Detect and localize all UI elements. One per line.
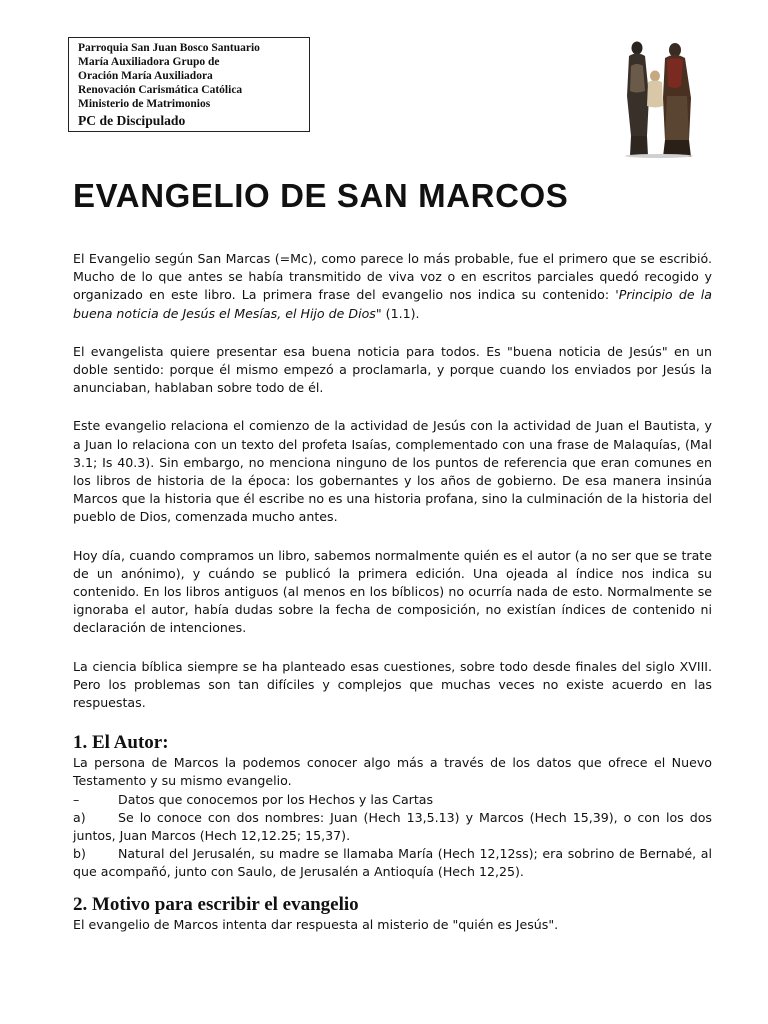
- paragraph-text: El Evangelio según San Marcas (=Mc), como parece lo más probable, fue el primero que se escribió. Mucho de lo que antes se había transmitido de viva voz o en escritos parciales quedó recogido y organizado en este libro. La primera frase del evangelio nos indica su contenido:: [73, 251, 712, 303]
- list-text: Natural del Jerusalén, su madre se llamaba María (Hech 12,12ss); era sobrino de Bernabé, al que acompañó, junto con Saulo, de Jerusalén a Antioquía (Hech 12,25).: [73, 846, 712, 880]
- intro-paragraph-4: Hoy día, cuando compramos un libro, sabemos normalmente quién es el autor (a no ser que se trate de un anónimo), y cuándo se publicó la primera edición. Una ojeada al índice nos indica su contenido. En los libros antiguos (al menos en los bíblicos) no ocurría nada de esto. Normalmente se ignoraba el autor, había dudas sobre la fecha de composición, no existían índices de contenido ni declaración de intenciones.: [73, 547, 712, 636]
- list-text: Datos que conocemos por los Hechos y las Cartas: [118, 791, 434, 807]
- header-line: María Auxiliadora Grupo de: [78, 56, 220, 68]
- list-marker: –: [73, 791, 80, 807]
- intro-paragraph-5: La ciencia bíblica siempre se ha planteado esas cuestiones, sobre todo desde finales del siglo XVIII. Pero los problemas son tan difíciles y complejos que muchas veces no existe acuerdo en las respuestas.: [73, 658, 712, 711]
- parish-header-box: [68, 37, 310, 132]
- gospel-quote: 'Principio de la buena noticia de Jesús el Mesías, el Hijo de Dios: [73, 287, 712, 321]
- list-marker: a): [73, 809, 86, 825]
- header-line: Oración María Auxiliadora: [78, 70, 213, 82]
- header-line: Ministerio de Matrimonios: [78, 98, 211, 110]
- intro-paragraph-2: El evangelista quiere presentar esa buena noticia para todos. Es "buena noticia de Jesús" en un doble sentido: porque él mismo empezó a proclamarla, y porque cuando los enviados por Jesús la anunciaban, hablaban sobre todo de él.: [73, 343, 712, 396]
- intro-paragraph-3: Este evangelio relaciona el comienzo de la actividad de Jesús con la actividad de Juan el Bautista, y a Juan lo relaciona con un texto del profeta Isaías, complementado con una frase de Malaquías, (Mal 3.1; Is 40.3). Sin embargo, no menciona ninguno de los puntos de referencia que eran comunes en los libros de historia de la época: los gobernantes y los años de gobierno. De esa manera insinúa Marcos que la historia que él escribe no es una historia profana, sino la culminación de la historia del pueblo de Dios, comenzada mucho antes.: [73, 418, 712, 525]
- document-title: EVANGELIO DE SAN MARCOS: [73, 177, 569, 214]
- paragraph-text: " (1.1).: [375, 305, 420, 321]
- list-item: [73, 845, 712, 881]
- list-item: [73, 809, 712, 845]
- intro-paragraph-1: [73, 250, 712, 323]
- section-heading-motive: 2. Motivo para escribir el evangelio: [73, 893, 359, 915]
- list-marker: b): [73, 846, 86, 862]
- holy-family-image: [621, 36, 697, 158]
- list-text: Se lo conoce con dos nombres: Juan (Hech 13,5.13) y Marcos (Hech 15,39), o con los dos juntos, Juan Marcos (Hech 12,12.25; 15,37).: [73, 809, 712, 844]
- motive-paragraph: El evangelio de Marcos intenta dar respuesta al misterio de "quién es Jesús".: [73, 916, 559, 932]
- document-body: [73, 250, 712, 934]
- author-paragraph: La persona de Marcos la podemos conocer algo más a través de los datos que ofrece el Nuevo Testamento y su mismo evangelio.: [73, 755, 712, 789]
- header-line: Parroquia San Juan Bosco Santuario: [78, 42, 260, 54]
- list-item: [73, 791, 712, 809]
- header-line: Renovación Carismática Católica: [78, 84, 243, 96]
- section-heading-author: 1. El Autor:: [73, 732, 169, 754]
- header-subtitle: PC de Discipulado: [78, 113, 186, 128]
